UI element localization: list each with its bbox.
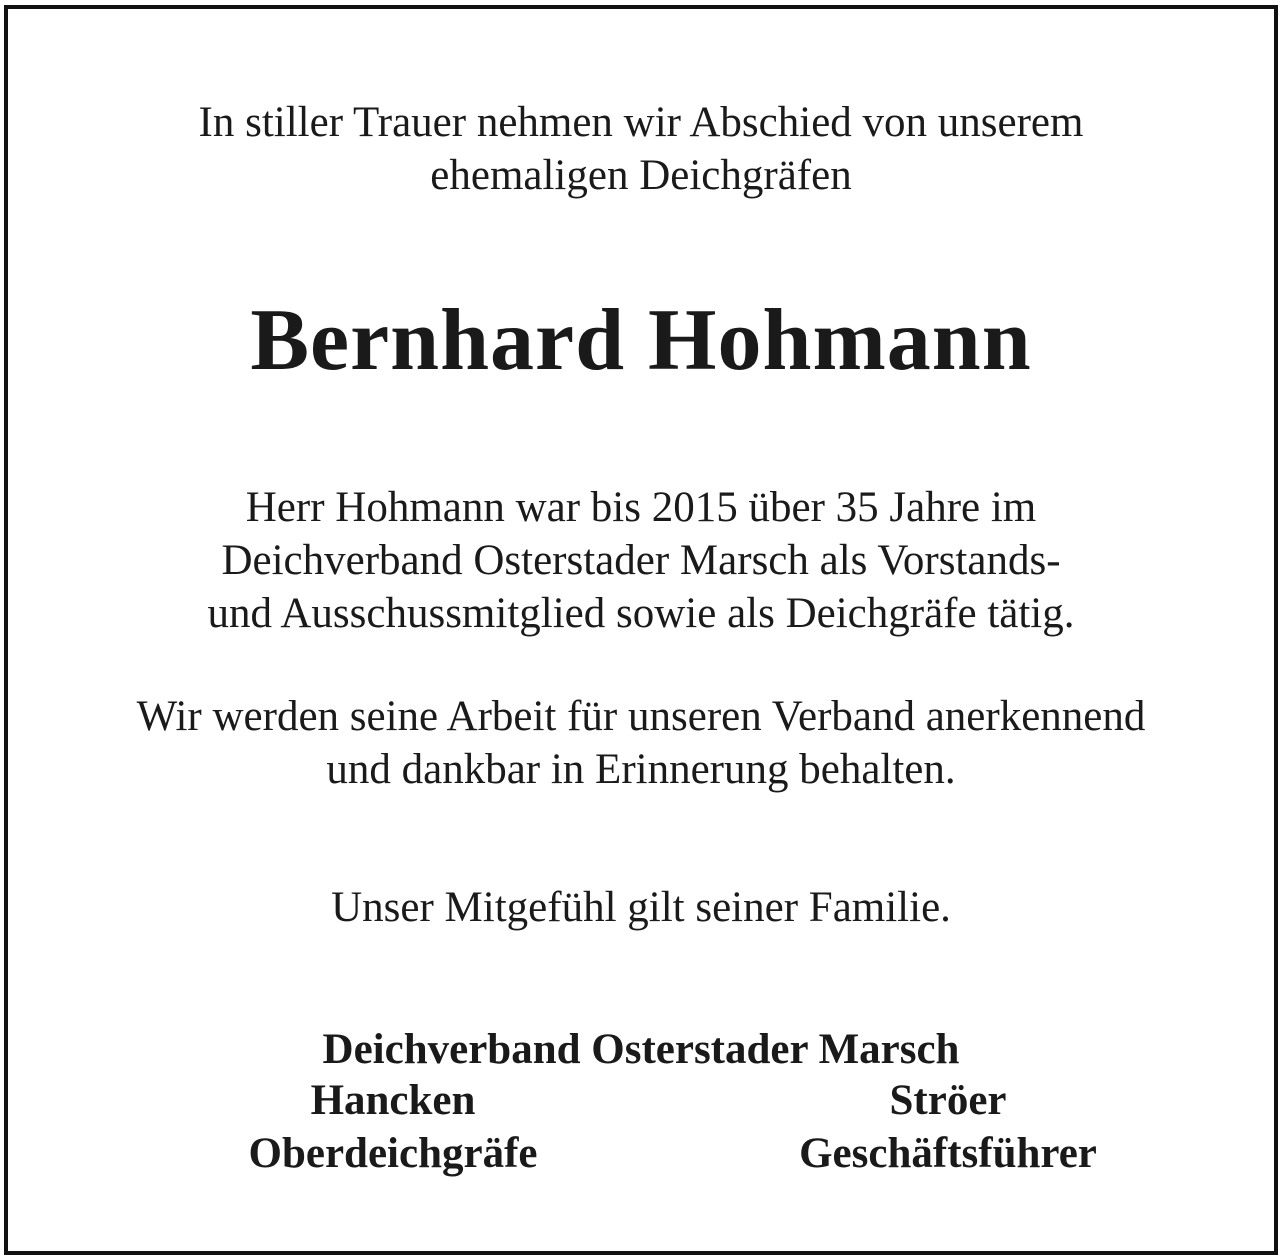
bio-line-2: Deichverband Osterstader Marsch als Vorstands-	[221, 537, 1061, 584]
intro-line-1: In stiller Trauer nehmen wir Abschied von unserem	[198, 99, 1084, 146]
deceased-name: Bernhard Hohmann	[250, 292, 1032, 389]
intro-line-2: ehemaligen Deichgräfen	[430, 152, 852, 199]
condolence-text: Unser Mitgefühl gilt seiner Familie.	[331, 884, 951, 931]
signature-right-name: Ströer	[889, 1077, 1007, 1124]
tribute-line-1: Wir werden seine Arbeit für unseren Verband anerkennend	[136, 693, 1146, 740]
obituary-frame	[4, 5, 1278, 1255]
tribute-line-2: und dankbar in Erinnerung behalten.	[326, 746, 956, 793]
bio-line-1: Herr Hohmann war bis 2015 über 35 Jahre im	[245, 484, 1037, 531]
signature-left-name: Hancken	[310, 1077, 476, 1124]
signature-organization: Deichverband Osterstader Marsch	[322, 1026, 960, 1073]
signature-left-title: Oberdeichgräfe	[248, 1130, 538, 1177]
signature-right-title: Geschäftsführer	[799, 1130, 1097, 1177]
bio-line-3: und Ausschussmitglied sowie als Deichgräfe tätig.	[207, 590, 1075, 637]
